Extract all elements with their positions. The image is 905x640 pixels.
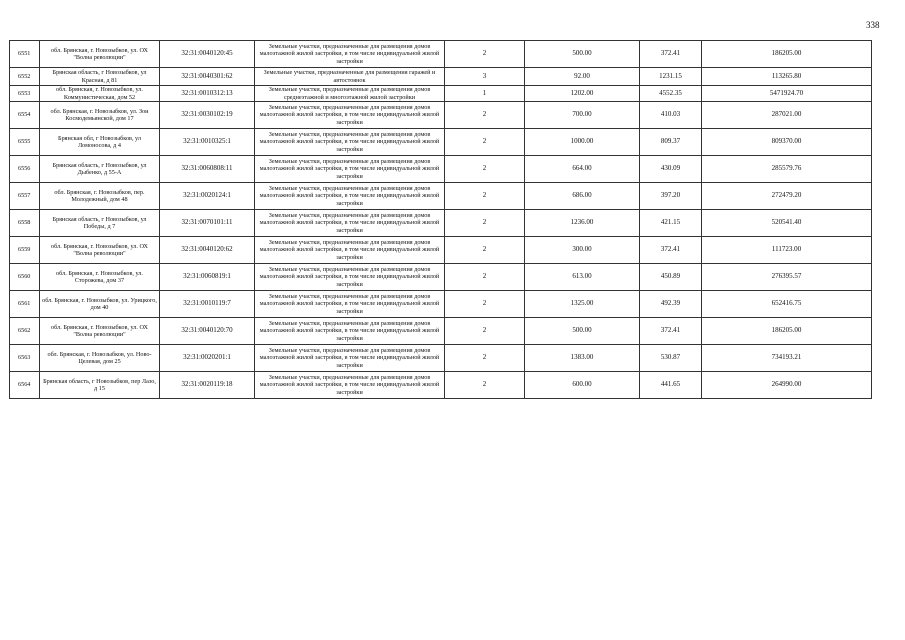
table-row xyxy=(10,237,872,264)
table-body xyxy=(10,41,872,399)
land-use-purpose-cell: Земельные участки, предназначенные для размещения домов малоэтажной жилой застройки, в том числе индивидуальной жилой застройки xyxy=(255,264,445,291)
address-cell: обл. Брянская, г. Новозыбков, ул. ОХ "Волна революции" xyxy=(40,318,160,345)
table-row xyxy=(10,41,872,68)
area-cell: 613.00 xyxy=(525,264,640,291)
cadastral-number-cell: 32:31:0010325:1 xyxy=(160,129,255,156)
group-cell: 2 xyxy=(445,102,525,129)
specific-value-cell: 450.89 xyxy=(640,264,702,291)
table-row xyxy=(10,129,872,156)
land-use-purpose-cell: Земельные участки, предназначенные для размещения домов малоэтажной жилой застройки, в том числе индивидуальной жилой застройки xyxy=(255,129,445,156)
specific-value-cell: 372.41 xyxy=(640,41,702,68)
table-row xyxy=(10,102,872,129)
group-cell: 2 xyxy=(445,264,525,291)
row-number: 6554 xyxy=(10,102,40,129)
group-cell: 2 xyxy=(445,291,525,318)
area-cell: 300.00 xyxy=(525,237,640,264)
group-cell: 2 xyxy=(445,237,525,264)
group-cell: 2 xyxy=(445,156,525,183)
land-use-purpose-cell: Земельные участки, предназначенные для размещения домов малоэтажной жилой застройки, в том числе индивидуальной жилой застройки xyxy=(255,237,445,264)
area-cell: 500.00 xyxy=(525,41,640,68)
cadastral-value-cell: 186205.00 xyxy=(702,318,872,345)
area-cell: 1325.00 xyxy=(525,291,640,318)
group-cell: 2 xyxy=(445,318,525,345)
specific-value-cell: 809.37 xyxy=(640,129,702,156)
cadastral-number-cell: 32:31:0040120:70 xyxy=(160,318,255,345)
address-cell: обл. Брянская, г. Новозыбков, ул. Сторожева, дом 37 xyxy=(40,264,160,291)
address-cell: обл. Брянская, г. Новозыбков, ул. Урицкого, дом 40 xyxy=(40,291,160,318)
group-cell: 2 xyxy=(445,41,525,68)
area-cell: 1000.00 xyxy=(525,129,640,156)
specific-value-cell: 430.09 xyxy=(640,156,702,183)
cadastral-number-cell: 32:31:0040120:45 xyxy=(160,41,255,68)
land-use-purpose-cell: Земельные участки, предназначенные для размещения домов малоэтажной жилой застройки, в том числе индивидуальной жилой застройки xyxy=(255,318,445,345)
land-use-purpose-cell: Земельные участки, предназначенные для размещения домов малоэтажной жилой застройки, в том числе индивидуальной жилой застройки xyxy=(255,345,445,372)
land-use-purpose-cell: Земельные участки, предназначенные для размещения домов малоэтажной жилой застройки, в том числе индивидуальной жилой застройки xyxy=(255,183,445,210)
cadastral-number-cell: 32:31:0040120:62 xyxy=(160,237,255,264)
table-row xyxy=(10,86,872,102)
cadastral-number-cell: 32:31:0040301:62 xyxy=(160,68,255,86)
cadastral-number-cell: 32:31:0030102:19 xyxy=(160,102,255,129)
group-cell: 2 xyxy=(445,372,525,399)
land-use-purpose-cell: Земельные участки, предназначенные для размещения домов малоэтажной жилой застройки, в том числе индивидуальной жилой застройки xyxy=(255,210,445,237)
row-number: 6563 xyxy=(10,345,40,372)
cadastral-value-cell: 652416.75 xyxy=(702,291,872,318)
land-use-purpose-cell: Земельные участки, предназначенные для размещения домов малоэтажной жилой застройки, в том числе индивидуальной жилой застройки xyxy=(255,372,445,399)
address-cell: Брянская область, г Новозыбков, пер Лазо, д 15 xyxy=(40,372,160,399)
cadastral-value-cell: 734193.21 xyxy=(702,345,872,372)
cadastral-value-cell: 111723.00 xyxy=(702,237,872,264)
cadastral-value-cell: 287021.00 xyxy=(702,102,872,129)
cadastral-value-cell: 5471924.70 xyxy=(702,86,872,102)
row-number: 6561 xyxy=(10,291,40,318)
specific-value-cell: 397.20 xyxy=(640,183,702,210)
table-row xyxy=(10,264,872,291)
address-cell: обл. Брянская, г. Новозыбков, ул. ОХ "Волна революции" xyxy=(40,237,160,264)
table-row xyxy=(10,68,872,86)
address-cell: обл. Брянская, г. Новозыбков, ул. Зои Космодемьянской, дом 17 xyxy=(40,102,160,129)
cadastral-value-cell: 809370.00 xyxy=(702,129,872,156)
land-plots-table xyxy=(9,40,872,399)
specific-value-cell: 492.39 xyxy=(640,291,702,318)
address-cell: Брянская обл, г Новозыбков, ул Ломоносова, д 4 xyxy=(40,129,160,156)
area-cell: 700.00 xyxy=(525,102,640,129)
land-use-purpose-cell: Земельные участки, предназначенные для размещения домов среднеэтажной и многоэтажной жилой застройки xyxy=(255,86,445,102)
group-cell: 2 xyxy=(445,129,525,156)
cadastral-number-cell: 32:31:0020124:1 xyxy=(160,183,255,210)
table-row xyxy=(10,210,872,237)
cadastral-number-cell: 32:31:0020119:18 xyxy=(160,372,255,399)
land-use-purpose-cell: Земельные участки, предназначенные для размещения домов малоэтажной жилой застройки, в том числе индивидуальной жилой застройки xyxy=(255,41,445,68)
area-cell: 1236.00 xyxy=(525,210,640,237)
cadastral-value-cell: 276395.57 xyxy=(702,264,872,291)
cadastral-value-cell: 186205.00 xyxy=(702,41,872,68)
cadastral-value-cell: 285579.76 xyxy=(702,156,872,183)
cadastral-value-cell: 264990.00 xyxy=(702,372,872,399)
specific-value-cell: 372.41 xyxy=(640,318,702,345)
row-number: 6564 xyxy=(10,372,40,399)
land-use-purpose-cell: Земельные участки, предназначенные для размещения гаражей и автостоянок xyxy=(255,68,445,86)
cadastral-value-cell: 113265.80 xyxy=(702,68,872,86)
land-use-purpose-cell: Земельные участки, предназначенные для размещения домов малоэтажной жилой застройки, в том числе индивидуальной жилой застройки xyxy=(255,156,445,183)
page-number: 338 xyxy=(866,20,880,30)
row-number: 6552 xyxy=(10,68,40,86)
table-row xyxy=(10,183,872,210)
address-cell: Брянская область, г Новозыбков, ул Красная, д 81 xyxy=(40,68,160,86)
cadastral-number-cell: 32:31:0020201:1 xyxy=(160,345,255,372)
land-use-purpose-cell: Земельные участки, предназначенные для размещения домов малоэтажной жилой застройки, в том числе индивидуальной жилой застройки xyxy=(255,291,445,318)
cadastral-number-cell: 32:31:0060808:11 xyxy=(160,156,255,183)
area-cell: 500.00 xyxy=(525,318,640,345)
group-cell: 2 xyxy=(445,183,525,210)
row-number: 6558 xyxy=(10,210,40,237)
specific-value-cell: 1231.15 xyxy=(640,68,702,86)
specific-value-cell: 441.65 xyxy=(640,372,702,399)
area-cell: 92.00 xyxy=(525,68,640,86)
area-cell: 1383.00 xyxy=(525,345,640,372)
address-cell: Брянская область, г Новозыбков, ул Победы, д 7 xyxy=(40,210,160,237)
table-row xyxy=(10,318,872,345)
row-number: 6560 xyxy=(10,264,40,291)
specific-value-cell: 530.87 xyxy=(640,345,702,372)
address-cell: Брянская область, г Новозыбков, ул Дыбенко, д 55-А xyxy=(40,156,160,183)
area-cell: 664.00 xyxy=(525,156,640,183)
row-number: 6551 xyxy=(10,41,40,68)
row-number: 6553 xyxy=(10,86,40,102)
row-number: 6559 xyxy=(10,237,40,264)
specific-value-cell: 421.15 xyxy=(640,210,702,237)
group-cell: 2 xyxy=(445,345,525,372)
area-cell: 686.00 xyxy=(525,183,640,210)
area-cell: 600.00 xyxy=(525,372,640,399)
address-cell: обл. Брянская, г. Новозыбков, ул. ОХ "Волна революции" xyxy=(40,41,160,68)
cadastral-number-cell: 32:31:0010312:13 xyxy=(160,86,255,102)
row-number: 6556 xyxy=(10,156,40,183)
specific-value-cell: 372.41 xyxy=(640,237,702,264)
table-row xyxy=(10,345,872,372)
address-cell: обл. Брянская, г. Новозыбков, ул. Коммунистическая, дом 52 xyxy=(40,86,160,102)
group-cell: 3 xyxy=(445,68,525,86)
row-number: 6557 xyxy=(10,183,40,210)
cadastral-value-cell: 520541.40 xyxy=(702,210,872,237)
table-row xyxy=(10,156,872,183)
land-use-purpose-cell: Земельные участки, предназначенные для размещения домов малоэтажной жилой застройки, в том числе индивидуальной жилой застройки xyxy=(255,102,445,129)
specific-value-cell: 4552.35 xyxy=(640,86,702,102)
address-cell: обл. Брянская, г. Новозыбков, пер. Молодежный, дом 48 xyxy=(40,183,160,210)
cadastral-number-cell: 32:31:0060819:1 xyxy=(160,264,255,291)
cadastral-value-cell: 272479.20 xyxy=(702,183,872,210)
table-row xyxy=(10,291,872,318)
address-cell: обл. Брянская, г. Новозыбков, ул. Ново-Целевая, дом 25 xyxy=(40,345,160,372)
row-number: 6562 xyxy=(10,318,40,345)
table-row xyxy=(10,372,872,399)
cadastral-number-cell: 32:31:0070101:11 xyxy=(160,210,255,237)
row-number: 6555 xyxy=(10,129,40,156)
specific-value-cell: 410.03 xyxy=(640,102,702,129)
cadastral-number-cell: 32:31:0010119:7 xyxy=(160,291,255,318)
group-cell: 1 xyxy=(445,86,525,102)
area-cell: 1202.00 xyxy=(525,86,640,102)
group-cell: 2 xyxy=(445,210,525,237)
